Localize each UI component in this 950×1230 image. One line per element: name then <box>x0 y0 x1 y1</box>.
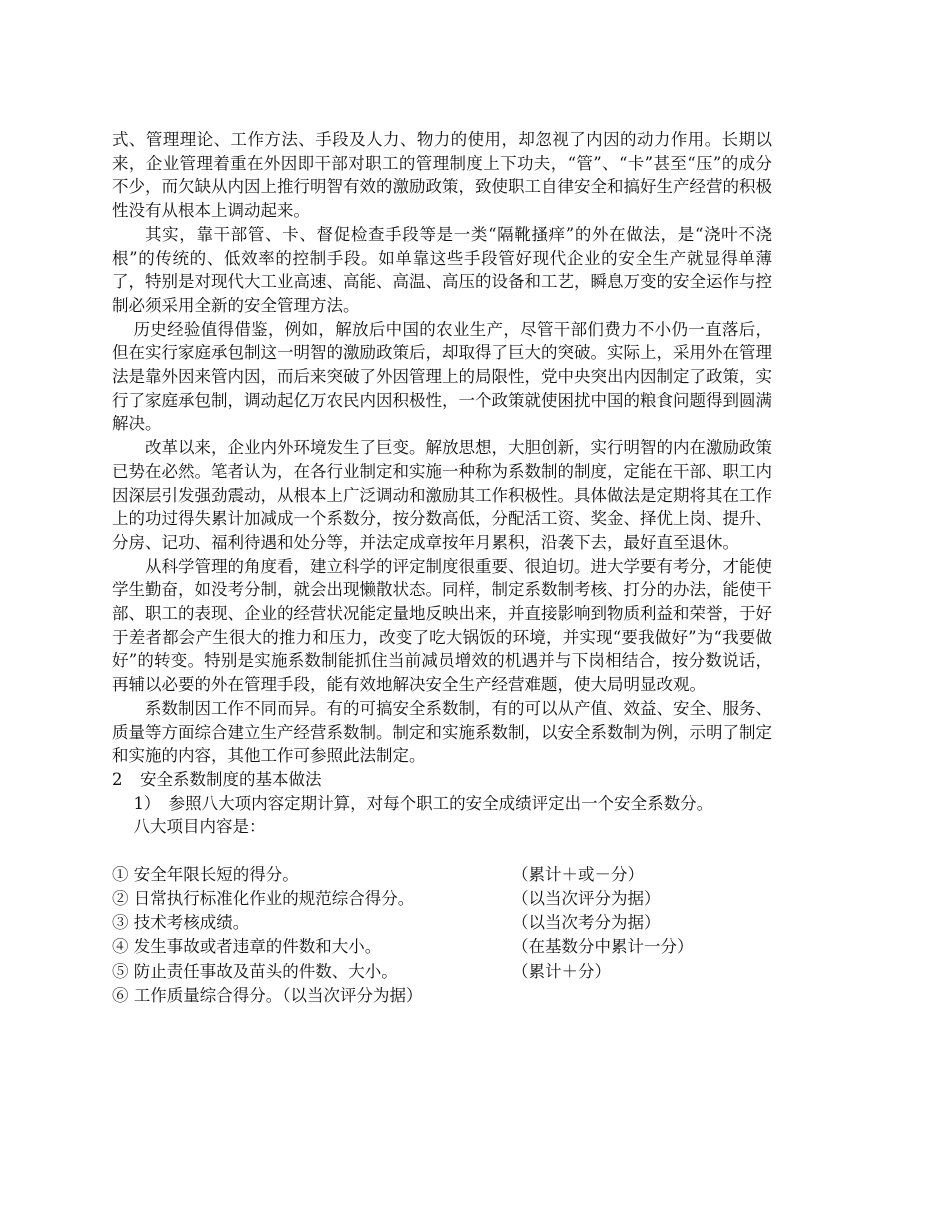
item-text: ⑥ 工作质量综合得分。（以当次评分为据） <box>112 985 423 1005</box>
paragraph-scientific-management: 从科学管理的角度看，建立科学的评定制度很重要、很迫切。进大学要有考分，才能使学生勤奋，如没考分制，就会出现懒散状态。同样，制定系数制考核、打分的办法，能使干部、职工的表现、企业的经营状况能定量地反映出来，并直接影响到物质利益和荣誉，于好于差者都会产生很大的推力和压力，改变了吃大锅饭的环境，并实现“要我做好”为“我要做好”的转变。特别是实施系数制能抓住当前减员增效的机遇并与下岗相结合，按分数说话，再辅以必要的外在管理手段，能有效地解决安全生产经营难题，使大局明显改观。 <box>112 556 772 695</box>
list-item <box>112 935 772 959</box>
item-text: ④ 发生事故或者违章的件数和大小。 <box>112 937 382 957</box>
item-note: （以当次考分为据） <box>512 913 661 933</box>
list-item <box>112 911 772 935</box>
paragraph-reform: 改革以来，企业内外环境发生了巨变。解放思想，大胆创新，实行明智的内在激励政策已势在必然。笔者认为，在各行业制定和实施一种称为系数制的制度，定能在干部、职工内因深层引发强劲震动，从根本上广泛调动和激励其工作积极性。具体做法是定期将其在工作上的功过得失累计加减成一个系数分，按分数高低，分配活工资、奖金、择优上岗、提升、分房、记功、福利待遇和处分等，并法定成章按年月累积，沿袭下去，最好直至退休。 <box>112 438 772 552</box>
list-item <box>112 887 772 911</box>
paragraph-coefficient-system: 系数制因工作不同而异。有的可搞安全系数制，有的可以从产值、效益、安全、服务、质量等方面综合建立生产经营系数制。制定和实施系数制，以安全系数制为例，示明了制定和实施的内容，其他工作可参照此法制定。 <box>112 698 772 766</box>
section-title: 安全系数制度的基本做法 <box>140 769 322 789</box>
item-text: ① 安全年限长短的得分。 <box>112 864 299 884</box>
step-one-paragraph: 1） 参照八大项内容定期计算，对每个职工的安全成绩评定出一个安全系数分。 <box>133 793 714 813</box>
paragraph-control-means: 其实，靠干部管、卡、督促检查手段等是一类“隔靴搔痒”的外在做法，是“浇叶不浇根”的传统的、低效率的控制手段。如单靠这些手段管好现代企业的安全生产就显得单薄了，特别是对现代大工业高速、高能、高温、高压的设备和工艺，瞬息万变的安全运作与控制必须采用全新的安全管理方法。 <box>112 224 772 315</box>
item-text: ③ 技术考核成绩。 <box>112 913 250 933</box>
item-note: （累计＋分） <box>512 961 611 981</box>
list-item <box>112 863 772 887</box>
eight-items-list <box>112 863 772 1008</box>
section-heading <box>112 768 772 792</box>
item-note: （以当次评分为据） <box>512 888 661 908</box>
paragraph-history-lesson: 历史经验值得借鉴，例如，解放后中国的农业生产，尽管干部们费力不小仍一直落后，但在实行家庭承包制这一明智的激励政策后，却取得了巨大的突破。实际上，采用外在管理法是靠外因来管内因，而后来突破了外因管理上的局限性，党中央突出内因制定了政策，实行了家庭承包制，调动起亿万农民内因积极性，一个政策就使困扰中国的粮食问题得到圆满解决。 <box>112 319 772 434</box>
item-note: （累计＋或－分） <box>512 864 644 884</box>
section-number: 2 <box>112 769 123 789</box>
list-item <box>112 960 772 984</box>
paragraph-continuation: 式、管理理论、工作方法、手段及人力、物力的使用，却忽视了内因的动力作用。长期以来，企业管理着重在外因即干部对职工的管理制度上下功夫，“管”、“卡”甚至“压”的成分不少，而欠缺从内因上推行明智有效的激励政策，致使职工自律安全和搞好生产经营的积极性没有从根本上调动起来。 <box>112 130 772 221</box>
document-body <box>112 128 772 1008</box>
list-item <box>112 984 772 1008</box>
item-text: ② 日常执行标准化作业的规范综合得分。 <box>112 888 415 908</box>
item-note: （在基数分中累计一分） <box>512 937 694 957</box>
items-intro: 八大项目内容是： <box>133 817 266 837</box>
blank-line <box>112 839 772 863</box>
item-text: ⑤ 防止责任事故及苗头的件数、大小。 <box>112 961 398 981</box>
